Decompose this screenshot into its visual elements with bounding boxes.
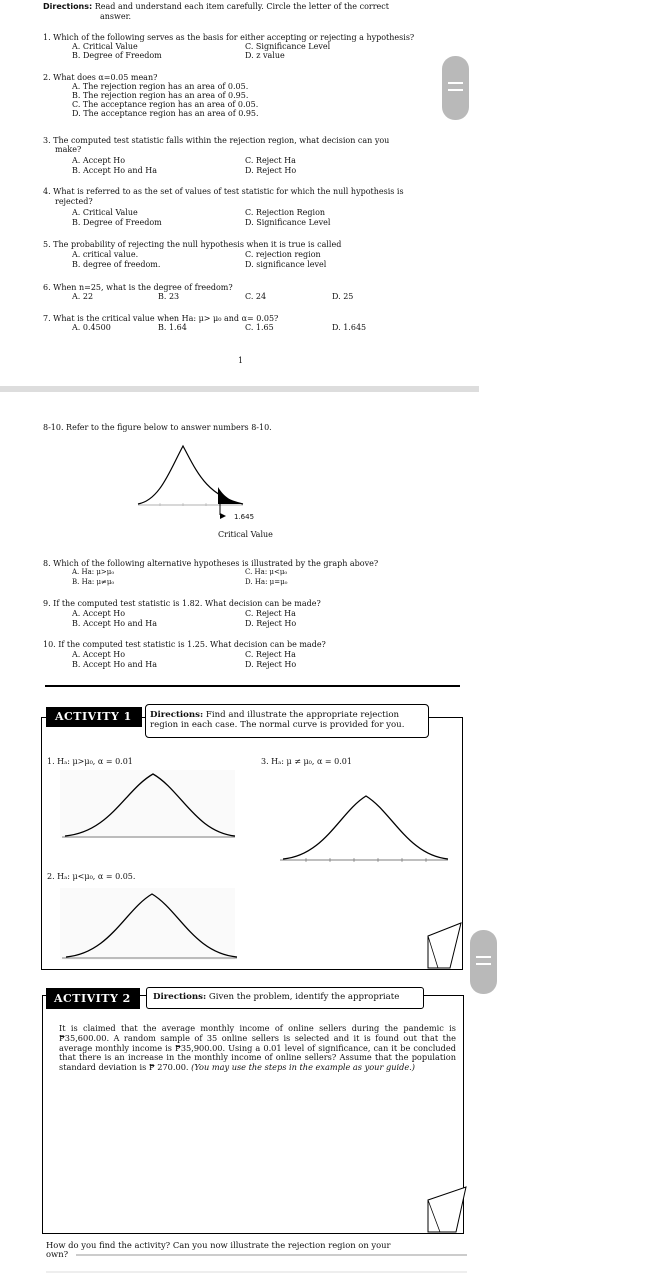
choice-4b[interactable]: B. Degree of Freedom: [72, 218, 162, 227]
question-6: 6. When n=25, what is the degree of freedom?: [43, 283, 233, 292]
page-number: 1: [238, 356, 244, 365]
choice-3c[interactable]: C. Reject Ha: [245, 156, 296, 165]
choice-10c[interactable]: C. Reject Ha: [245, 650, 296, 659]
question-9: 9. If the computed test statistic is 1.82. What decision can be made?: [43, 599, 321, 608]
activity1-directions: [150, 711, 399, 720]
choice-3b[interactable]: B. Accept Ho and Ha: [72, 166, 157, 175]
choice-5c[interactable]: C. rejection region: [245, 250, 321, 259]
question-5: 5. The probability of rejecting the null hypothesis when it is true is called: [43, 240, 342, 249]
choice-9b[interactable]: B. Accept Ho and Ha: [72, 619, 157, 628]
question-10: 10. If the computed test statistic is 1.25. What decision can be made?: [43, 640, 326, 649]
question-1: 1. Which of the following serves as the basis for either accepting or rejecting a hypothesis?: [43, 33, 415, 42]
question-3-cont: make?: [55, 145, 82, 154]
figure-intro: 8-10. Refer to the figure below to answer numbers 8-10.: [43, 423, 272, 432]
figure-curve: [138, 446, 243, 504]
section-divider: [45, 685, 460, 687]
directions: [43, 2, 389, 11]
page-separator: [0, 386, 479, 392]
choice-5a[interactable]: A. critical value.: [72, 250, 139, 259]
activity2-title: ACTIVITY 2: [54, 992, 131, 1005]
activity2-dir-label: Directions:: [153, 992, 207, 1002]
choice-6c[interactable]: C. 24: [245, 292, 267, 301]
choice-10a[interactable]: A. Accept Ho: [72, 650, 126, 659]
activity1-title: ACTIVITY 1: [55, 710, 132, 723]
problem-text: It is claimed that the average monthly income of online sellers during the pandemic is ₱35,600.00. A random sample of 35 online sellers is selected and it is found out that the average monthly income is ₱35,900.00. Using a 0.01 level of significance, can it be concluded that there is an increase in the monthly income of online sellers? Assume that the population standard deviation is ₱ 270.00.: [59, 1023, 456, 1073]
choice-6d[interactable]: D. 25: [332, 292, 354, 301]
choice-5d[interactable]: D. significance level: [245, 260, 327, 269]
choice-4a[interactable]: A. Critical Value: [72, 208, 138, 217]
activity1-directions-2: region in each case. The normal curve is provided for you.: [150, 720, 405, 730]
choice-10b[interactable]: B. Accept Ho and Ha: [72, 660, 157, 669]
choice-9d[interactable]: D. Reject Ho: [245, 619, 297, 628]
choice-6a[interactable]: A. 22: [72, 292, 94, 301]
reflection-line-1: How do you find the activity? Can you now illustrate the rejection region on your: [46, 1240, 391, 1250]
choice-4c[interactable]: C. Rejection Region: [245, 208, 326, 217]
choice-2a[interactable]: A. The rejection region has an area of 0.05.: [72, 82, 249, 91]
choice-8d[interactable]: D. Ha: μ=μ₀: [245, 578, 288, 586]
question-4-cont: rejected?: [55, 197, 93, 206]
activity1-dir-text: Find and illustrate the appropriate rejection: [205, 710, 400, 720]
case-2-label: 2. Hₐ: μ<μ₀, α = 0.05.: [47, 872, 136, 881]
directions-label: Directions:: [43, 2, 93, 11]
activity1-frame: [41, 717, 463, 970]
choice-1b[interactable]: B. Degree of Freedom: [72, 51, 162, 60]
choice-9a[interactable]: A. Accept Ho: [72, 609, 126, 618]
critical-value-label: 1.645: [234, 513, 255, 521]
choice-4d[interactable]: D. Significance Level: [245, 218, 331, 227]
figure-caption: Critical Value: [218, 530, 273, 539]
choice-7d[interactable]: D. 1.645: [332, 323, 367, 332]
case-1-label: 1. Hₐ: μ>μ₀, α = 0.01: [47, 757, 133, 766]
choice-3a[interactable]: A. Accept Ho: [72, 156, 126, 165]
activity2-dir-text: Given the problem, identify the appropriate: [208, 992, 400, 1002]
choice-7a[interactable]: A. 0.4500: [72, 323, 111, 332]
choice-5b[interactable]: B. degree of freedom.: [72, 260, 161, 269]
choice-2b[interactable]: B. The rejection region has an area of 0.95.: [72, 91, 249, 100]
rejection-region-shade: [218, 487, 243, 504]
question-3: 3. The computed test statistic falls within the rejection region, what decision can you: [43, 136, 390, 145]
question-2: 2. What does α=0.05 mean?: [43, 73, 158, 82]
reflection-line-2: own?: [46, 1249, 69, 1259]
question-4: 4. What is referred to as the set of values of test statistic for which the null hypothesis is: [43, 187, 404, 196]
choice-6b[interactable]: B. 23: [158, 292, 180, 301]
choice-2d[interactable]: D. The acceptance region has an area of 0.95.: [72, 109, 259, 118]
choice-8b[interactable]: B. Ha: μ≠μ₀: [72, 578, 115, 586]
case-3-label: 3. Hₐ: μ ≠ μ₀, α = 0.01: [261, 757, 352, 766]
choice-7c[interactable]: C. 1.65: [245, 323, 274, 332]
choice-9c[interactable]: C. Reject Ha: [245, 609, 296, 618]
question-7: 7. What is the critical value when Ha: μ> μ₀ and α= 0.05?: [43, 314, 279, 323]
choice-10d[interactable]: D. Reject Ho: [245, 660, 297, 669]
choice-2c[interactable]: C. The acceptance region has an area of 0.05.: [72, 100, 259, 109]
directions-text-2: answer.: [100, 12, 132, 21]
activity2-problem: [59, 1024, 456, 1073]
activity2-directions: [153, 993, 399, 1002]
directions-text: Read and understand each item carefully. Circle the letter of the correct: [94, 2, 389, 11]
choice-8a[interactable]: A. Ha: μ>μ₀: [72, 568, 115, 576]
choice-8c[interactable]: C. Ha: μ<μ₀: [245, 568, 288, 576]
scroll-handle-icon[interactable]: [442, 56, 469, 120]
scroll-handle-icon-2[interactable]: [470, 930, 497, 994]
choice-3d[interactable]: D. Reject Ho: [245, 166, 297, 175]
critical-arrow: [220, 513, 226, 519]
choice-7b[interactable]: B. 1.64: [158, 323, 187, 332]
choice-1c[interactable]: C. Significance Level: [245, 42, 331, 51]
choice-1d[interactable]: D. z value: [245, 51, 285, 60]
question-8: 8. Which of the following alternative hypotheses is illustrated by the graph above?: [43, 559, 379, 568]
problem-guide: (You may use the steps in the example as your guide.): [191, 1062, 415, 1073]
choice-1a[interactable]: A. Critical Value: [72, 42, 138, 51]
activity1-dir-label: Directions:: [150, 710, 204, 720]
